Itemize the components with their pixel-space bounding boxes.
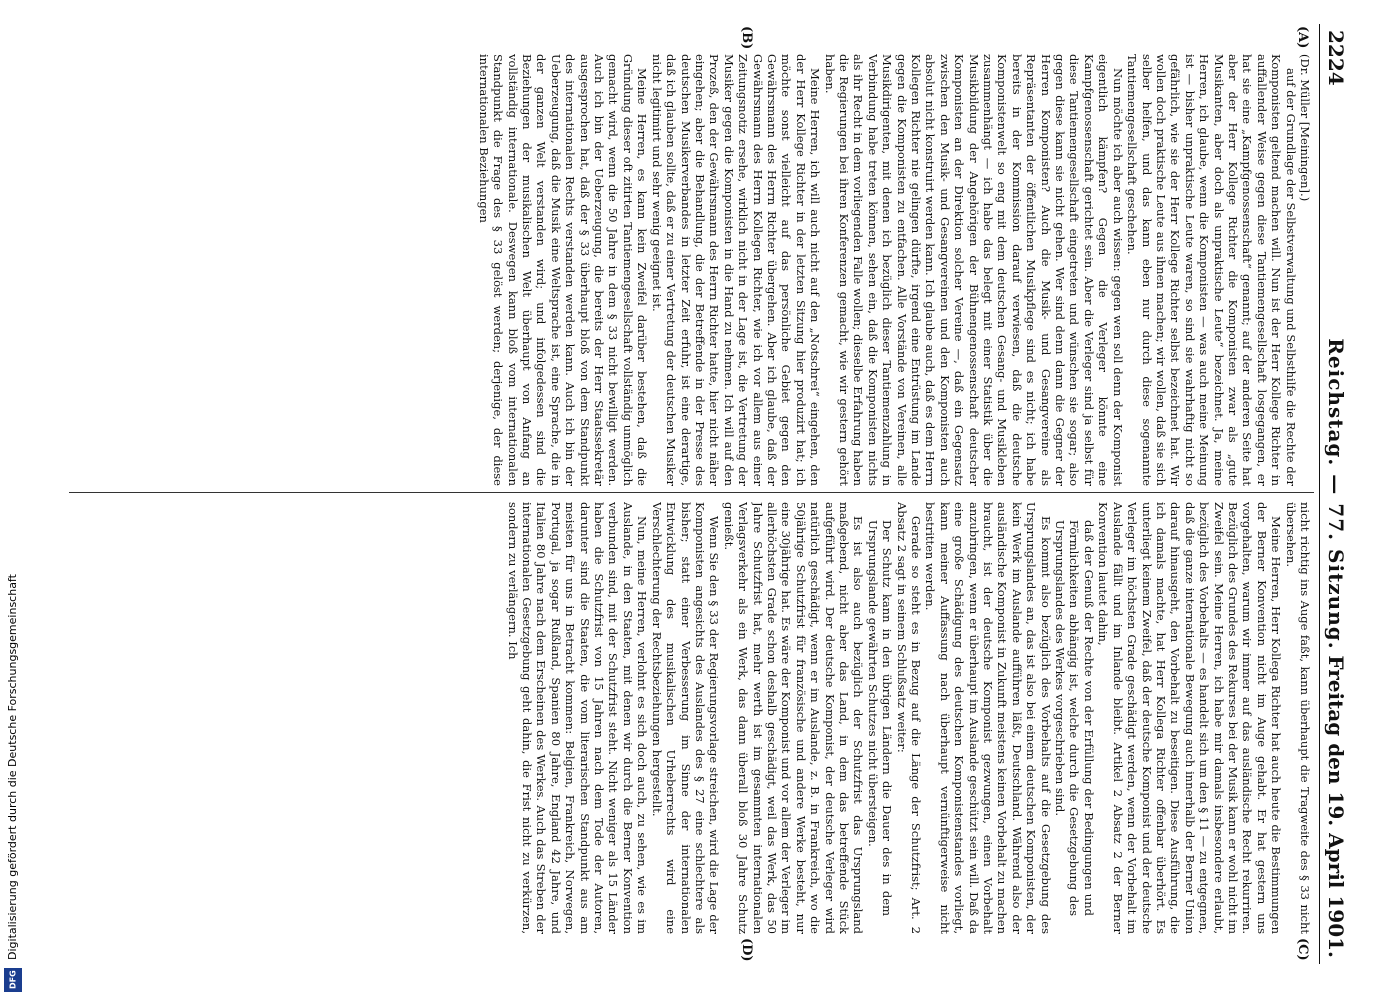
page-date: Freitag den 19. April 1901.	[1324, 655, 1348, 958]
margin-marker-c: (C)	[1295, 938, 1310, 961]
paragraph: Meine Herren, ich will auch nicht auf den „Notschrei“ eingehen, den der Herr Kollege Richter in der letzten Sitzung hier produzirt hat; ich möchte sonst vielleicht auf das persönliche Gebiet gegen den Gewährsmann des Herrn Richter übergehen. Aber ich glaube, daß der Gewährsmann des Herrn Kollegen Richter, wie ich vor allem aus einer Zeitungsnotiz ersehe, wirklich nicht in der Lage ist, die Vertretung der Musiker gegen die Komponisten in die Hand zu nehmen. Ich will auf den Prozeß, den der Gewährsmann des Herrn Richter hatte, hier nicht näher eingehen; aber die Behandlung, die der Betreffende in der Presse des deutschen Musikerverbandes in letzter Zeit erfuhr, ist eine derartige, daß ich glauben sollte, daß er zu einer Vertretung der deutschen Musiker nicht legitimirt und sehr wenig geeignet ist.	[649, 54, 823, 486]
quoted-text: daß der Genuß der Rechte von der Erfüllung der Bedingungen und Förmlichkeiten abhängig ist, welche durch die Gesetzgebung des Ursprungslandes des Werkes vorgeschrieben sind.	[1053, 520, 1096, 916]
margin-marker-a: (A)	[1295, 26, 1310, 49]
left-column	[72, 54, 1312, 486]
rotated-page	[64, 24, 1354, 964]
page-title: Reichstag. — 77. Sitzung.	[1324, 338, 1348, 650]
paragraph: Es kommt also bezüglich des Vorbehalts auf die Gesetzgebung des Ursprungslandes an, das ist also bei einem deutschen Komponisten, der kein Werk im Auslande aufführen läßt, Deutschland. Während also der ausländische Komponist in Zukunft meistens keinen Vorbehalt zu machen braucht, ist der deutsche Komponist gezwungen, einen Vorbehalt anzubringen, wenn er überhaupt im Auslande geschützt sein will. Daß da eine große Schädigung des deutschen Komponistenstandes vorliegt, kann meiner Auffassung nach überhaupt vernünftigerweise nicht bestritten werden.	[923, 502, 1053, 934]
paragraph: Meine Herren, Herr Kollega Richter hat auch heute die Bestimmungen der Berner Konvention nicht im Auge gehabt. Er hat gestern uns vorgehalten, warum wir immer auf das ausländische Recht rekurriren. Bezüglich des Grundes des Rekurses bei der Musik kann er wohl nicht im Zweifel sein. Meine Herren, ich habe mir damals insbesondere erlaubt, bezüglich des Vorbehalts — es handelt sich um den § 11 — zu entgegnen, daß die ganze internationale Bewegung auch innerhalb der Berner Union darauf hinausgeht, den Vorbehalt zu beseitigen. Diese Ausführung, die ich damals machte, hat Herr Kollega Richter offenbar überhört. Es unterliegt keinem Zweifel, daß der deutsche Komponist und der deutsche Verleger im höchsten Grade geschädigt werden, wenn der Vorbehalt im Auslande fällt und im Inlande bleibt. Artikel 2 Absatz 2 der Berner Konvention lautet dahin,	[1096, 502, 1284, 934]
speaker-label: (Dr. Müller [Meiningen].)	[1298, 54, 1312, 202]
paragraph: Es ist also auch bezüglich der Schutzfrist das Ursprungsland maßgebend, nicht aber das Land, in dem das betreffende Stück aufgeführt wird. Der deutsche Komponist, der deutsche Verleger wird natürlich geschädigt, wenn er im Auslande, z. B. in Frankreich, wo die 50jährige Schutzfrist für französische und andere Werke besteht, nur eine 30jährige hat. Es wäre der Komponist und vor allem der Verleger im allerhöchsten Grade schon deshalb geschädigt, weil das Werk, das 50 Jahre Schutzfrist hat, mehr werth ist im gesammten internationalen Verlagsverkehr als ein Werk, das dann überall bloß 30 Jahre Schutz genießt.	[721, 502, 866, 934]
document-page	[64, 24, 1354, 964]
quoted-text: Der Schutz kann in den übrigen Ländern die Dauer des in dem Ursprungslande gewährten Schutzes nicht übersteigen.	[865, 520, 895, 916]
footer-strip	[0, 0, 30, 1000]
margin-marker-b: (B)	[739, 26, 754, 50]
paragraph: nicht richtig ins Auge faßt, kann überhaupt die Tragweite des § 33 nicht übersehen.	[1283, 502, 1312, 934]
column-divider	[69, 492, 1314, 493]
paragraph: Meine Herren, es kann kein Zweifel darüber bestehen, daß die Gründung dieser oft zitirten Tantiemengesellschaft vollständig unmöglich gemacht wird, wenn die 50 Jahre in dem § 33 nicht bewilligt werden. Auch ich bin der Ueberzeugung, die bereits der Herr Staatssekretär ausgesprochen hat, daß der § 33 überhaupt bloß von dem Standpunkt des internationalen Rechts verstanden werden kann. Auch ich bin der Ueberzeugung, daß die Musik eine Weltsprache ist, eine Sprache, die in der ganzen Welt verstanden wird; und infolgedessen sind die Beziehungen der musikalischen Welt überhaupt von Anfang an vollständig internationale. Deswegen kann bloß vom internationalen Standpunkt die Frage des § 33 gelöst werden; derjenige, der diese internationalen Beziehungen	[476, 54, 650, 486]
paragraph: auf der Grundlage der Selbstverwaltung und Selbsthilfe die Rechte der Komponisten geltend machen will. Nun ist der Herr Kollege Richter in auffallender Weise gegen diese Tantiemengesellschaft losgegangen, er hat sie eine „Kampfgenossenschaft“ genannt; auf der anderen Seite hat aber der Herr Kollege Richter die Komponisten zwar als „gute Musikanten, aber doch als unpraktische Leute“ bezeichnet. Ja, meine Herren, ich glaube, wenn die Komponisten — was auch meine Meinung ist — bisher unpraktische Leute waren, so sind sie wahrhaftig nicht so gefährlich, wie sie der Herr Kollege Richter selbst bezeichnet hat. Wir wollen doch praktische Leute aus ihnen machen; wir wollen, daß sie sich selber helfen, und das kann eben nur durch diese sogenannte Tantiemengesellschaft geschehen.	[1125, 54, 1298, 486]
paragraph: Wenn Sie den § 33 der Regierungsvorlage streichen, wird die Lage der Komponisten angesichts des Auslandes des § 27 eine schlechtere als bisher; statt einer Verbesserung im Sinne der internationalen Entwicklung des musikalischen Urheberrechts wird eine Verschlechterung der Rechtsbeziehungen hergestellt.	[649, 502, 722, 934]
dfg-logo: DFG	[4, 968, 22, 992]
page-header	[1319, 24, 1354, 964]
paragraph: Nun, meine Herren, verlohnt es sich doch auch, zu sehen, wie es im Auslande, in den Staaten, mit denen wir durch die Berner Konvention verbunden sind, mit der Schutzfrist steht. Nicht weniger als 15 Länder haben die Schutzfrist von 15 Jahren nach dem Tode der Autoren, darunter sind die Staaten, die vom literarischen Standpunkt aus am meisten für uns in Betracht kommen: Belgien, Frankreich, Norwegen, Portugal, ja sogar Rußland, Spanien 80 Jahre, England 42 Jahre, und Italien 80 Jahre nach dem Erscheinen des Werkes. Auch das Streben der internationalen Gesetzgebung geht dahin, die Frist nicht zu verkürzen, sondern zu verlängern. Ich	[505, 502, 650, 934]
right-column	[72, 502, 1312, 934]
paragraph: Gerade so steht es in Bezug auf die Länge der Schutzfrist; Art. 2 Absatz 2 sagt in seinem Schlußsatz weiter:	[894, 502, 924, 934]
paragraph: Nun möchte ich aber auch wissen: gegen wen soll denn der Komponist eigentlich kämpfen? Gegen die Verleger könnte eine Kampfgenossenschaft gerichtet sein. Aber die Verleger sind ja selbst für diese Tantiemengesellschaft eingetreten und wünschen sie sogar; also gegen diese kann sie nicht gehen. Wer sind denn dann die Gegner der Herren Komponisten? Auch die Musik- und Gesangvereine als Repräsentanten der öffentlichen Musikpflege sind es nicht; ich habe bereits in der Kommission darauf verwiesen, daß die deutsche Komponistenwelt so eng mit dem deutschen Gesang- und Musikleben zusammenhängt — ich habe das belegt mit einer Statistik über die Musikbildung der Angehörigen der Bühnengenossenschaft deutscher Komponisten an der Direktion solcher Vereine —, daß ein Gegensatz zwischen den Musik- und Gesangvereinen und den Komponisten auch absolut nicht konstruirt werden kann. Ich glaube auch, daß es dem Herrn Kollegen Richter nie gelingen dürfte, irgend eine Entrüstung im Lande gegen die Komponisten zu entfachen. Alle Vorstände von Vereinen, alle Musikdirigenten, mit denen ich bezüglich dieser Tantiemenzahlung in Verbindung habe treten können, sehen ein, daß die Komponisten nichts als ihr Recht in dem vorliegenden Falle wollen; dieselbe Erfahrung haben die Regierungen bei ihren Konferenzen gemacht, wie wir gestern gehört haben.	[822, 54, 1125, 486]
page-number: 2224	[1324, 30, 1348, 86]
margin-marker-d: (D)	[739, 938, 754, 962]
footer-credit: Digitalisierung gefördert durch die Deutsche Forschungsgemeinschaft	[6, 574, 19, 960]
